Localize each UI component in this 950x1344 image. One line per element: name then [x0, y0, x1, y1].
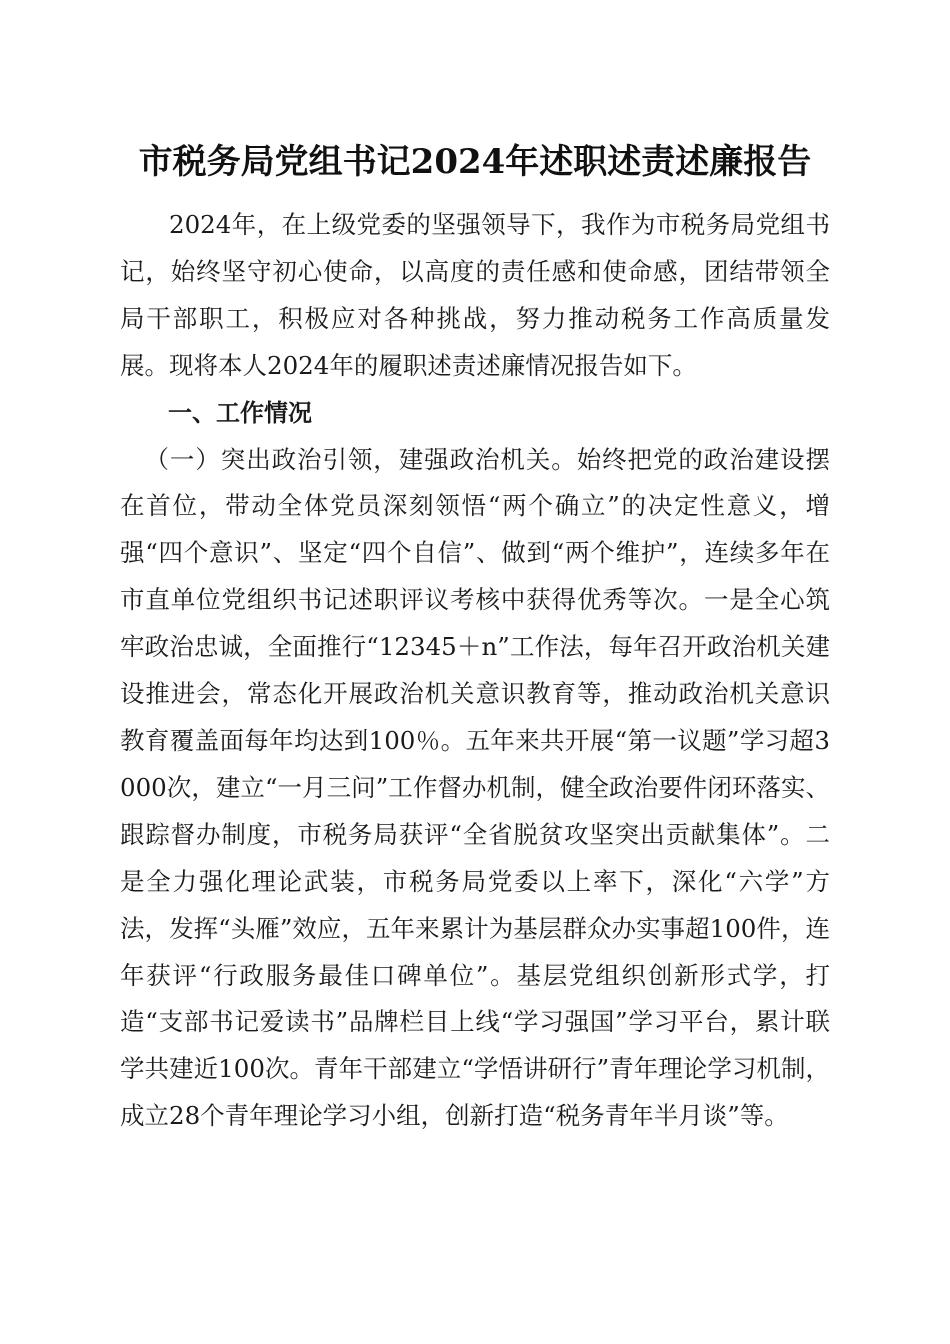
- document-body: [120, 202, 830, 1140]
- intro-paragraph: 2024年，在上级党委的坚强领导下，我作为市税务局党组书记，始终坚守初心使命，以高度的责任感和使命感，团结带领全局干部职工，积极应对各种挑战，努力推动税务工作高质量发展。现将本人2024年的履职述责述廉情况报告如下。: [120, 210, 830, 380]
- document-title: 市税务局党组书记2024年述职述责述廉报告: [138, 142, 812, 182]
- section-paragraph: （一）突出政治引领，建强政治机关。始终把党的政治建设摆在首位，带动全体党员深刻领悟“两个确立”的决定性意义，增强“四个意识”、坚定“四个自信”、做到“两个维护”，连续多年在市直单位党组织书记述职评议考核中获得优秀等次。一是全心筑牢政治忠诚，全面推行“12345＋n”工作法，每年召开政治机关建设推进会，常态化开展政治机关意识教育等，推动政治机关意识教育覆盖面每年均达到100％。五年来共开展“第一议题”学习超3000次，建立“一月三问”工作督办机制，健全政治要件闭环落实、跟踪督办制度，市税务局获评“全省脱贫攻坚突出贡献集体”。二是全力强化理论武装，市税务局党委以上率下，深化“六学”方法，发挥“头雁”效应，五年来累计为基层群众办实事超100件，连年获评“行政服务最佳口碑单位”。基层党组织创新形式学，打造“支部书记爱读书”品牌栏目上线“学习强国”学习平台，累计联学共建近100次。青年干部建立“学悟讲研行”青年理论学习机制，成立28个青年理论学习小组，创新打造“税务青年半月谈”等。: [120, 444, 830, 1131]
- section-heading: 一、工作情况: [168, 398, 312, 427]
